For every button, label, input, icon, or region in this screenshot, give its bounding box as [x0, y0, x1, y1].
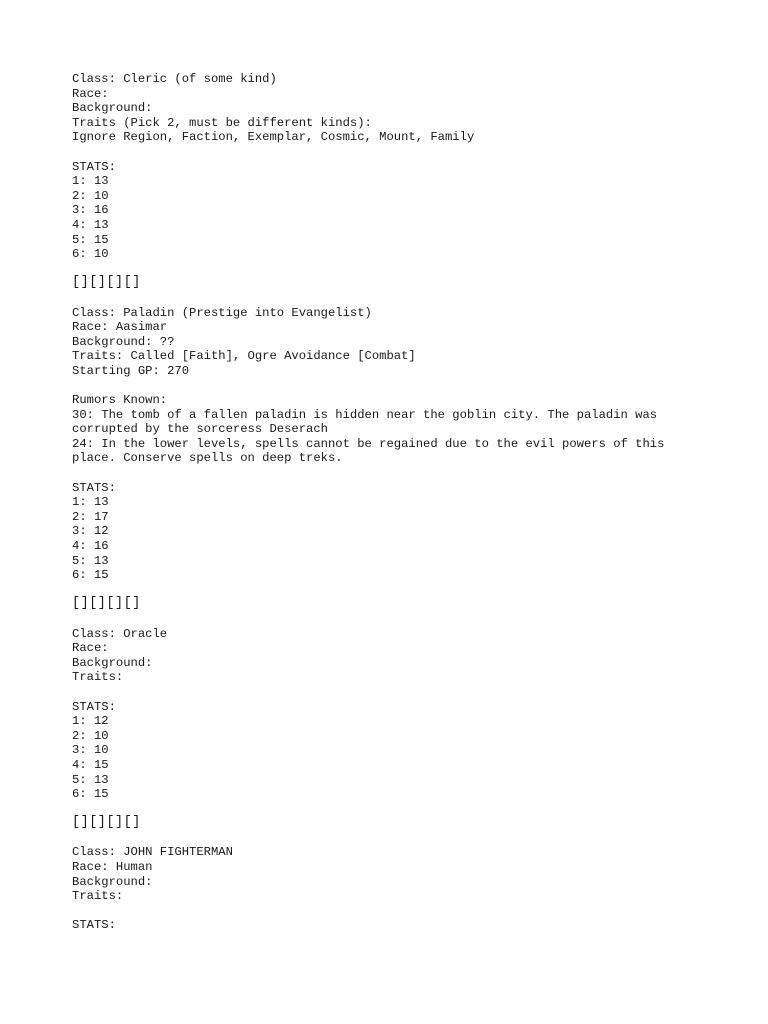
checkbox-row: [][][][] — [72, 596, 141, 612]
document-page — [72, 72, 712, 933]
class-line: Class: JOHN FIGHTERMAN — [72, 845, 233, 860]
stats-header: STATS: — [72, 699, 116, 714]
checkbox-row: [][][][] — [72, 815, 141, 831]
spacer — [72, 802, 712, 817]
stat-line: 6: 10 — [72, 247, 109, 262]
spacer — [72, 291, 712, 306]
stat-line: 3: 16 — [72, 203, 109, 218]
spacer — [72, 904, 712, 919]
spacer — [72, 378, 712, 393]
stat-line: 4: 16 — [72, 539, 109, 553]
class-line: Class: Paladin (Prestige into Evangelist) — [72, 305, 372, 320]
character-paladin — [72, 306, 712, 627]
stat-line: 5: 13 — [72, 772, 109, 787]
background-line: Background: — [72, 874, 153, 889]
gp-line: Starting GP: 270 — [72, 363, 190, 378]
traits-line: Traits: — [72, 670, 124, 685]
stat-line: 1: 13 — [72, 495, 109, 510]
stat-line: 4: 15 — [72, 757, 109, 772]
spacer — [72, 831, 712, 846]
rumor-item: 30: The tomb of a fallen paladin is hidden near the goblin city. The paladin was corrupted by the sorceress Deserach — [72, 407, 658, 437]
rumor-item: 24: In the lower levels, spells cannot be regained due to the evil powers of this place. Conserve spells on deep treks. — [72, 436, 665, 466]
stat-line: 2: 17 — [72, 509, 109, 524]
race-line: Race: — [72, 641, 109, 656]
stat-line: 1: 12 — [72, 714, 109, 729]
rumors-header: Rumors Known: — [72, 393, 168, 408]
spacer — [72, 685, 712, 700]
race-line: Race: Human — [72, 860, 153, 875]
stat-line: 2: 10 — [72, 728, 109, 743]
character-fighterman — [72, 845, 712, 933]
stat-line: 4: 13 — [72, 217, 109, 232]
spacer — [72, 145, 712, 160]
stats-header: STATS: — [72, 918, 116, 933]
traits-line: Traits: — [72, 889, 124, 904]
stat-line: 6: 15 — [72, 787, 109, 802]
spacer — [72, 262, 712, 277]
spacer — [72, 583, 712, 598]
background-line: Background: — [72, 655, 153, 670]
stat-line: 3: 12 — [72, 524, 109, 539]
class-line: Class: Oracle — [72, 626, 168, 641]
stat-line: 1: 13 — [72, 174, 109, 189]
checkbox-row: [][][][] — [72, 275, 141, 291]
spacer — [72, 612, 712, 627]
stat-line: 5: 13 — [72, 553, 109, 568]
ignore-line: Ignore Region, Faction, Exemplar, Cosmic, Mount, Family — [72, 130, 475, 145]
stat-line: 3: 10 — [72, 743, 109, 758]
class-line: Class: Cleric (of some kind) — [72, 72, 277, 86]
stat-line: 5: 15 — [72, 232, 109, 247]
character-cleric — [72, 72, 712, 306]
background-line: Background: ?? — [72, 334, 175, 349]
race-line: Race: Aasimar — [72, 320, 168, 335]
traits-line: Traits: Called [Faith], Ogre Avoidance [Combat] — [72, 349, 416, 364]
spacer — [72, 466, 712, 481]
background-line: Background: — [72, 101, 153, 116]
traits-line: Traits (Pick 2, must be different kinds): — [72, 115, 372, 130]
stats-header: STATS: — [72, 480, 116, 495]
character-oracle — [72, 627, 712, 846]
stats-header: STATS: — [72, 159, 116, 174]
stat-line: 2: 10 — [72, 188, 109, 203]
race-line: Race: — [72, 86, 109, 101]
stat-line: 6: 15 — [72, 568, 109, 583]
